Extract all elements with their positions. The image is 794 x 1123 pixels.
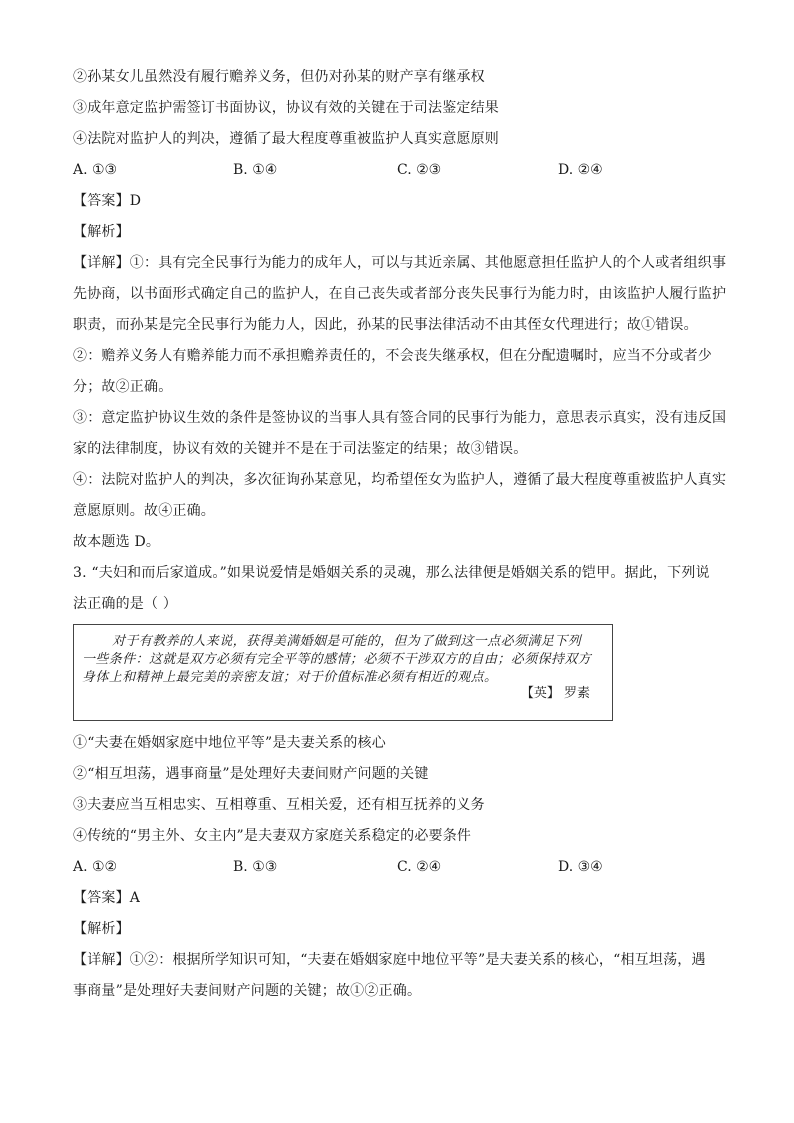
q2-option-d: D. ②④ [558, 162, 603, 178]
q3-detail-line: 事商量”是处理好夫妻间财产问题的关键；故①②正确。 [73, 983, 422, 999]
q3-analysis-heading: 【解析】 [73, 921, 130, 937]
q2-analysis-heading: 【解析】 [73, 224, 130, 240]
q2-statement-3: ③成年意定监护需签订书面协议，协议有效的关键在于司法鉴定结果 [73, 100, 499, 116]
q3-statement-2: ②“相互坦荡，遇事商量”是处理好夫妻间财产问题的关键 [73, 766, 429, 782]
quote-line: 对于有教养的人来说，获得美满婚姻是可能的，但为了做到这一点必须满足下列 [112, 634, 582, 649]
q2-answer: 【答案】D [73, 193, 142, 209]
quote-line: 身体上和精神上最完美的亲密友谊；对于价值标准必须有相近的观点。 [82, 670, 498, 685]
q3-stem-line-1: 3. “夫妇和而后家道成。”如果说爱情是婚姻关系的灵魂，那么法律便是婚姻关系的铠甲。据此，下列说 [73, 565, 710, 581]
q3-options [73, 857, 733, 877]
q2-detail-line: ②：赡养义务人有赡养能力而不承担赡养责任的，不会丧失继承权，但在分配遗嘱时，应当不分或者少 [73, 348, 712, 364]
q3-answer: 【答案】A [73, 890, 141, 906]
q2-detail-line: 家的法律制度，协议有效的关键并不是在于司法鉴定的结果；故③错误。 [73, 441, 528, 457]
quote-line: 一些条件：这就是双方必须有完全平等的感情；必须不干涉双方的自由；必须保持双方 [82, 652, 592, 667]
q3-stem-line-2: 法正确的是（ ） [73, 596, 178, 612]
q3-option-b: B. ①③ [233, 859, 278, 875]
q2-conclusion: 故本题选 D。 [73, 534, 161, 550]
q2-detail-line: ③：意定监护协议生效的条件是签协议的当事人具有签合同的民事行为能力，意思表示真实，没有违反国 [73, 410, 727, 426]
q2-options [73, 160, 733, 180]
q2-detail-line: 意愿原则。故④正确。 [73, 503, 215, 519]
q2-option-b: B. ①④ [233, 162, 278, 178]
q3-option-a: A. ①② [73, 859, 118, 875]
q3-option-c: C. ②④ [397, 859, 442, 875]
q2-detail-line: 分；故②正确。 [73, 379, 173, 395]
q2-option-c: C. ②③ [397, 162, 442, 178]
q2-statement-2: ②孙某女儿虽然没有履行赡养义务，但仍对孙某的财产享有继承权 [73, 69, 485, 85]
q2-option-a: A. ①③ [73, 162, 118, 178]
q2-detail-line: 【详解】①：具有完全民事行为能力的成年人，可以与其近亲属、其他愿意担任监护人的个人或者组织事 [73, 255, 727, 271]
q3-quote-box [73, 624, 613, 721]
q3-option-d: D. ③④ [558, 859, 603, 875]
quote-author: 【英】 罗素 [520, 686, 590, 701]
q2-detail-line: 先协商，以书面形式确定自己的监护人，在自己丧失或者部分丧失民事行为能力时，由该监护人履行监护 [73, 286, 727, 302]
q2-detail-line: 职责，而孙某是完全民事行为能力人，因此，孙某的民事法律活动不由其侄女代理进行；故①错误。 [73, 317, 698, 333]
q3-statement-3: ③夫妻应当互相忠实、互相尊重、互相关爱，还有相互抚养的义务 [73, 797, 485, 813]
q3-detail-line: 【详解】①②：根据所学知识可知，“夫妻在婚姻家庭中地位平等”是夫妻关系的核心，“相互坦荡，遇 [73, 952, 706, 968]
q2-statement-4: ④法院对监护人的判决，遵循了最大程度尊重被监护人真实意愿原则 [73, 131, 499, 147]
q3-statement-1: ①“夫妻在婚姻家庭中地位平等”是夫妻关系的核心 [73, 735, 386, 751]
q3-statement-4: ④传统的“男主外、女主内”是夫妻双方家庭关系稳定的必要条件 [73, 828, 472, 844]
q2-detail-line: ④：法院对监护人的判决，多次征询孙某意见，均希望侄女为监护人，遵循了最大程度尊重被监护人真实 [73, 472, 727, 488]
